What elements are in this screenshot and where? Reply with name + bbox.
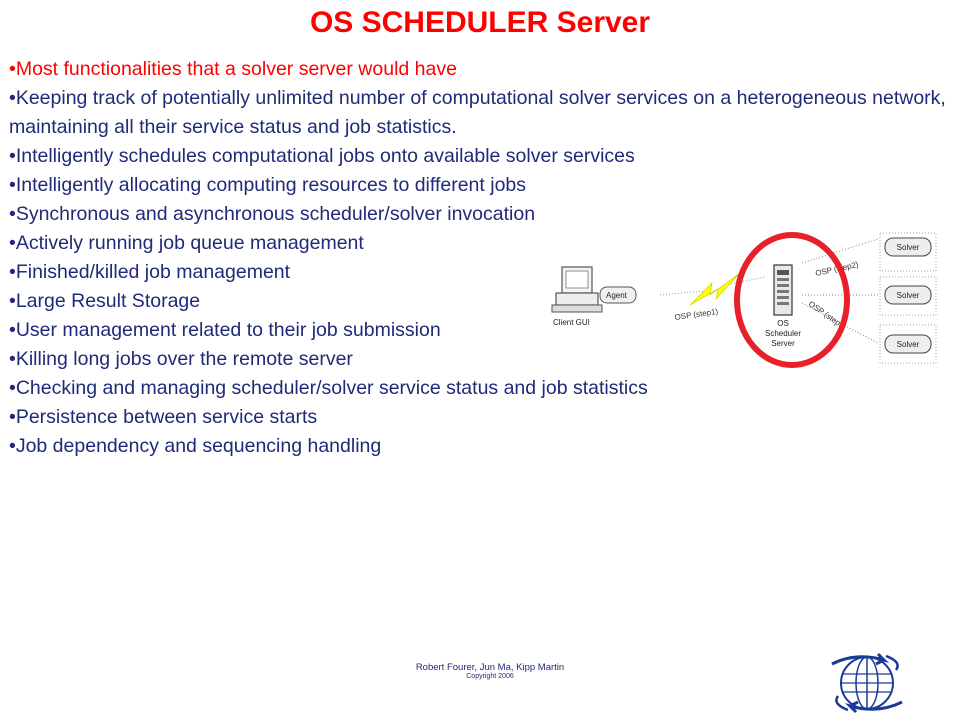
osp-step2-label: OSP (step2) [814,260,860,278]
server-label-line: Server [771,339,795,348]
link-line [660,291,705,295]
solver-box [880,233,936,271]
server-label-line: Scheduler [764,329,802,338]
solver-label: Solver [896,243,920,252]
bullet-item: • Intelligently schedules computational jobs onto available solver services [9,142,949,171]
bullet-item: • Synchronous and asynchronous scheduler/solver invocation [9,200,949,229]
architecture-diagram [540,225,952,377]
bullet-item: • User management related to their job submission [9,316,949,345]
footer-copyright: Copyright 2006 [466,673,514,680]
bullet-item: • Most functionalities that a solver server would have [9,55,949,84]
bullet-item: • Intelligently allocating computing resources to different jobs [9,171,949,200]
lightning-bolt-icon [690,273,740,305]
bullet-item: • Persistence between service starts [9,403,949,432]
bullet-item: • Finished/killed job management [9,258,949,287]
server-label-line: OS [777,319,789,328]
server-icon [774,265,792,315]
footer [385,662,595,680]
computer-icon [552,267,602,312]
slide-title: OS SCHEDULER Server [309,6,651,39]
osp-step1-label: OSP (step1) [674,306,719,322]
bullet-item: • Actively running job queue management [9,229,949,258]
osp-step3-label: OSP (step3) [806,299,848,332]
solver-label: Solver [896,340,920,349]
globe-logo-icon [826,650,908,716]
bullet-item: • Killing long jobs over the remote server [9,345,949,374]
client-gui-label: Client GUI [553,318,590,327]
bullet-item: • Job dependency and sequencing handling [9,432,949,461]
bullet-item: • Checking and managing scheduler/solver service status and job statistics [9,374,949,403]
bullet-item: • Large Result Storage [9,287,949,316]
bullet-item: • Keeping track of potentially unlimited number of computational solver services on a heterogeneous network, maintaining all their service status and job statistics. [9,84,949,142]
footer-authors: Robert Fourer, Jun Ma, Kipp Martin [415,662,565,673]
agent-label: Agent [606,291,627,300]
solver-label: Solver [896,291,920,300]
